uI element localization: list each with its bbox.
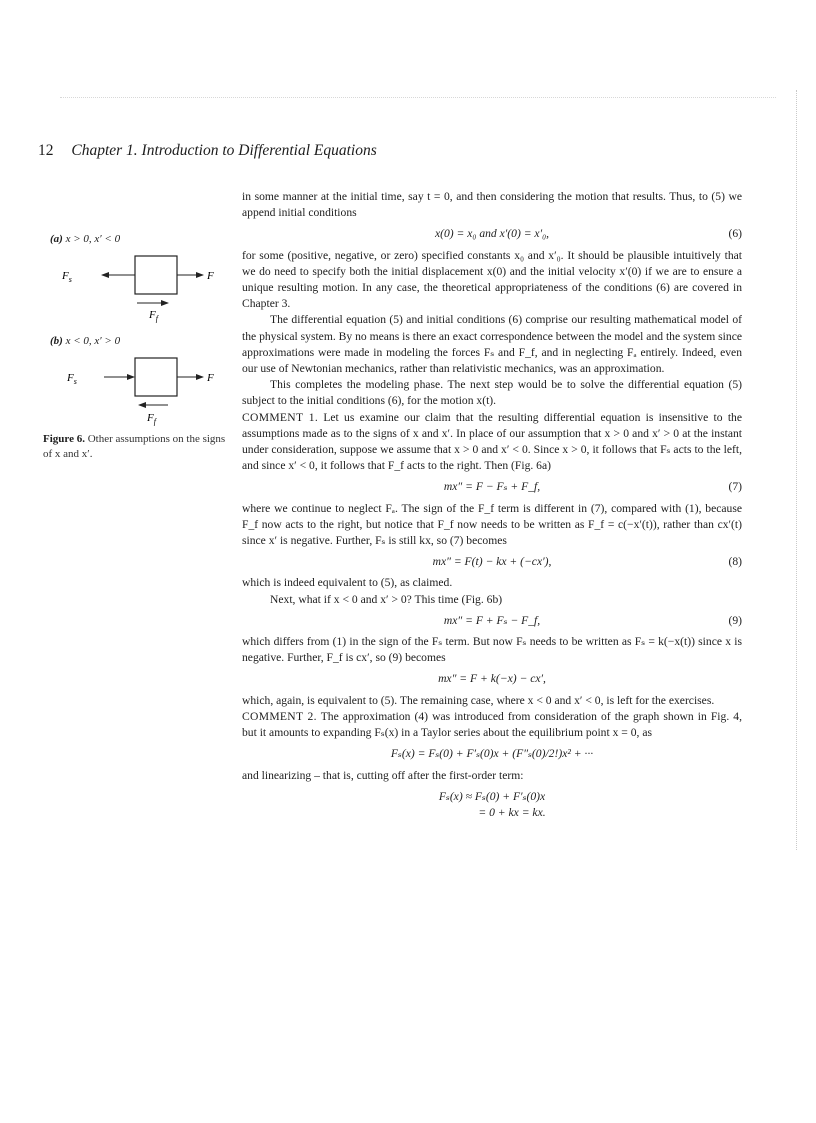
- scan-artifact-line: [60, 97, 776, 99]
- running-header: [38, 142, 377, 160]
- friction-force-label: $F_f$: [147, 412, 156, 426]
- equation-8: [242, 554, 742, 570]
- equation-linearization-line-2: [242, 805, 742, 821]
- spring-force-label: $F_s$: [67, 372, 77, 386]
- equation-10: [242, 671, 742, 687]
- equation-text: x(0) = x₀ and x′(0) = x′₀,: [434, 227, 550, 241]
- figure-caption-text: Other assumptions on the signs of x and x′.: [43, 433, 226, 460]
- figure-caption: [43, 432, 228, 462]
- equation-text: mx″ = F + Fₛ − F_f,: [443, 613, 541, 627]
- equation-text: Fₛ(x) ≈ Fₛ(0) + F′ₛ(0)x: [438, 789, 546, 803]
- chapter-title: Chapter 1. Introduction to Differential Equations: [71, 142, 377, 159]
- paragraph: where we continue to neglect Fₐ. The sign of the F_f term is different in (7), compared with (1), because F_f now acts to the right, but notice that F_f now needs to be written as F_f = c(−x′(t)), rather than cx′(t) since x′ is negative. Further, Fₛ is still kx, so (7) becomes: [242, 501, 742, 548]
- paragraph: which, again, is equivalent to (5). The remaining case, where x < 0 and x′ < 0, is left for the exercises.: [242, 693, 715, 707]
- paragraph: The differential equation (5) and initial conditions (6) comprise our resulting mathematical model of the physical system. By no means is there an exact correspondence between the model and the system since approximations were made in modeling the forces Fₛ and F_f, and in neglecting Fₐ entirely. Indeed, even our use of Newtonian mechanics, rather than relativistic mechanics, was an approximation.: [242, 313, 742, 376]
- comment-text: The approximation (4) was introduced from consideration of the graph shown in Fig. 4, but it amounts to expanding Fₛ(x) in a Taylor series about the equilibrium point x = 0, as: [242, 709, 742, 740]
- main-text-column: [242, 189, 742, 826]
- equation-text: Fₛ(x) = Fₛ(0) + F′ₛ(0)x + (F″ₛ(0)/2!)x² + ···: [390, 747, 594, 761]
- paragraph: This completes the modeling phase. The next step would be to solve the differential equation (5) subject to the initial conditions (6), for the motion x(t).: [242, 378, 742, 408]
- figure-panel-b-diagram: [40, 350, 230, 430]
- panel-b-condition: x < 0, x′ > 0: [65, 335, 121, 347]
- friction-force-label: $F_f$: [149, 309, 158, 323]
- mass-block: [135, 256, 177, 294]
- paragraph: for some (positive, negative, or zero) specified constants x₀ and x′₀. It should be plausible intuitively that we do need to specify both the initial displacement x(0) and the initial velocity x′(0) if we are to ensure a unique resulting motion. In any case, the theoretical appropriateness of the conditions (6) are covered in Chapter 3.: [242, 248, 742, 311]
- figure-panel-a-label: [50, 233, 120, 245]
- paragraph: which differs from (1) in the sign of the Fₛ term. But now Fₛ needs to be written as Fₛ = k(−x(t)) since x is negative. Further, F_f is cx′, so (9) becomes: [242, 635, 742, 665]
- comment-1: [242, 410, 742, 475]
- equation-taylor-series: [242, 746, 742, 762]
- mass-block: [135, 358, 177, 396]
- figure-caption-title: Figure 6.: [43, 433, 85, 445]
- paragraph: which is indeed equivalent to (5), as claimed.: [242, 576, 453, 590]
- paragraph: and linearizing – that is, cutting off after the first-order term:: [242, 768, 524, 782]
- comment-text: Let us examine our claim that the resulting differential equation is insensitive to the assumptions made as to the signs of x and x′. In place of our assumption that x > 0 and x′ > 0 at the instant under consideration, suppose we assume that x > 0 and x′ < 0. Since x > 0, it follows that Fₛ acts to the left, and since x′ < 0, it follows that F_f acts to the right. Then (Fig. 6a): [242, 410, 742, 473]
- equation-text: mx″ = F − Fₛ + F_f,: [443, 480, 541, 494]
- equation-number: (7): [728, 480, 742, 494]
- comment-2: [242, 709, 742, 741]
- paragraph: Next, what if x < 0 and x′ > 0? This time (Fig. 6b): [270, 592, 503, 606]
- scan-edge-artifact: [796, 90, 798, 850]
- equation-number: (6): [728, 227, 742, 241]
- panel-b-letter: (b): [50, 335, 63, 347]
- equation-9: [242, 613, 742, 629]
- figure-panel-a-diagram: [40, 248, 230, 323]
- equation-text: mx″ = F + k(−x) − cx′,: [438, 672, 546, 686]
- equation-text: mx″ = F(t) − kx + (−cx′),: [432, 555, 552, 569]
- equation-linearization-line-1: [242, 789, 742, 805]
- applied-force-label: F: [207, 270, 214, 282]
- equation-number: (9): [728, 613, 742, 627]
- page-number: 12: [38, 142, 54, 159]
- equation-7: [242, 479, 742, 495]
- comment-label: COMMENT 1.: [242, 410, 319, 424]
- panel-a-condition: x > 0, x′ < 0: [65, 233, 121, 245]
- equation-6: [242, 226, 742, 242]
- figure-panel-b-label: [50, 335, 120, 347]
- panel-a-letter: (a): [50, 233, 63, 245]
- paragraph: in some manner at the initial time, say t = 0, and then considering the motion that results. Thus, to (5) we append initial conditions: [242, 190, 742, 220]
- applied-force-label: F: [207, 372, 214, 384]
- equation-text: = 0 + kx = kx.: [478, 805, 546, 819]
- equation-number: (8): [728, 555, 742, 569]
- comment-label: COMMENT 2.: [242, 709, 317, 723]
- spring-force-label: $F_s$: [62, 270, 72, 284]
